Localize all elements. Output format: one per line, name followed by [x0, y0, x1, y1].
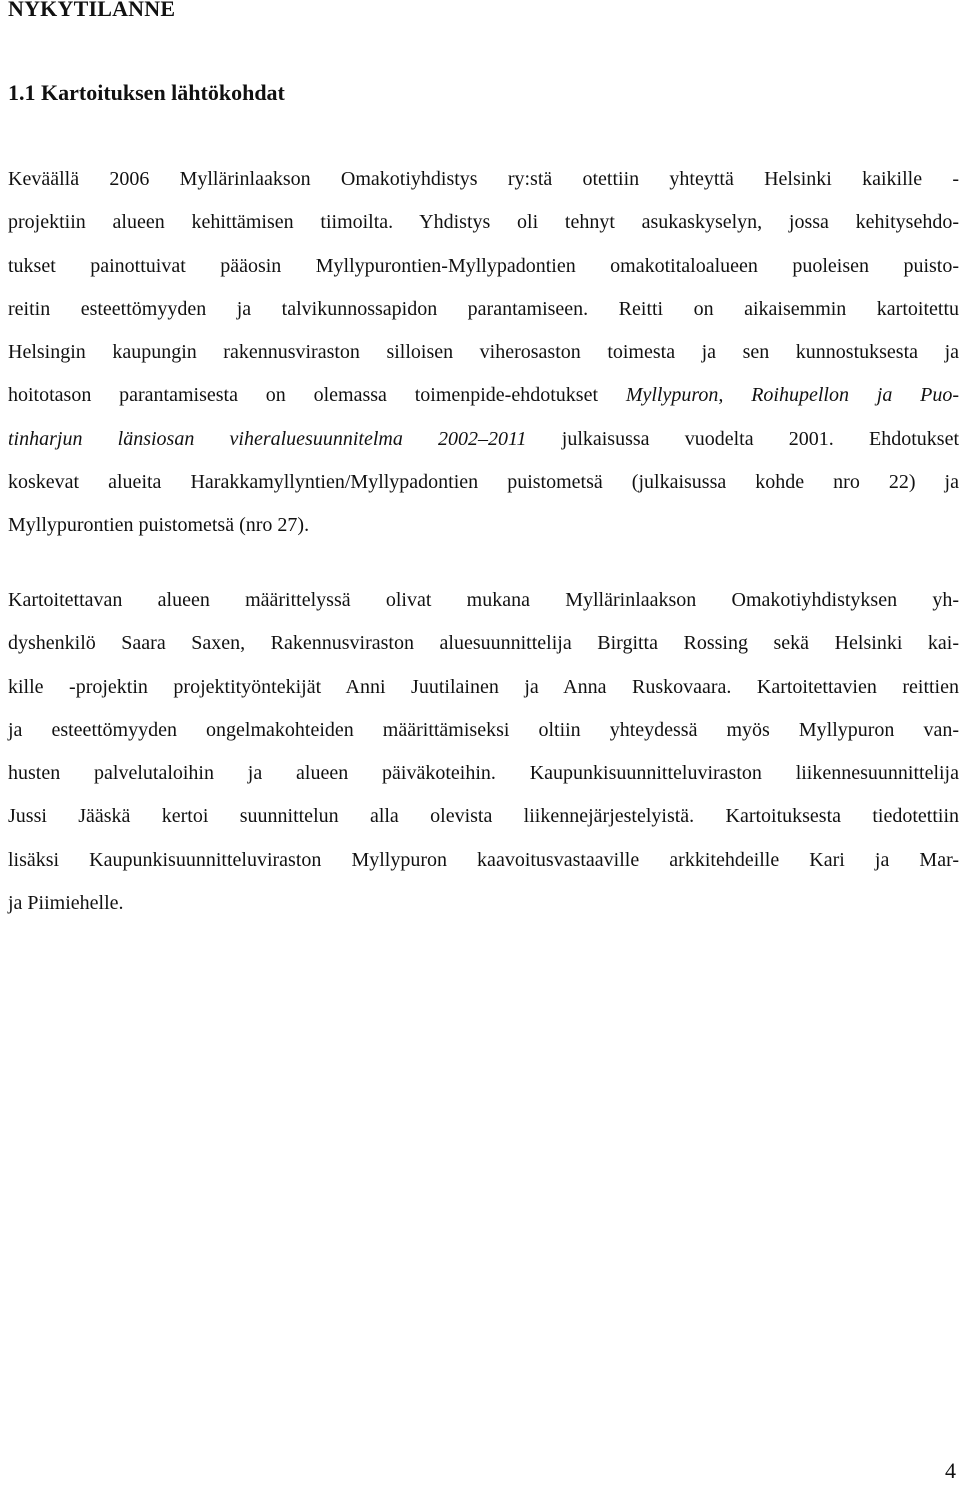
paragraph-1-line: Helsingin kaupungin rakennusviraston silloisen viherosaston toimesta ja sen kunnostuksesta ja: [8, 341, 959, 364]
paragraph-1-line: koskevat alueita Harakkamyllyntien/Myllypadontien puistometsä (julkaisussa kohde nro 22) ja: [8, 471, 959, 494]
paragraph-1: [8, 158, 959, 548]
paragraph-1-line: Keväällä 2006 Myllärinlaakson Omakotiyhdistys ry:stä otettiin yhteyttä Helsinki kaikille -: [8, 168, 959, 190]
paragraph-1-line: reitin esteettömyyden ja talvikunnossapidon parantamiseen. Reitti on aikaisemmin kartoitettu: [8, 297, 959, 320]
paragraph-2-line: Jussi Jääskä kertoi suunnittelun alla olevista liikennejärjestelyistä. Kartoituksesta tiedotettiin: [8, 805, 959, 828]
paragraph-1-line: projektiin alueen kehittämisen tiimoilta. Yhdistys oli tehnyt asukaskyselyn, jossa kehitysehdo-: [8, 211, 959, 234]
paragraph-1-text: hoitotason parantamisesta on olemassa toimenpide-ehdotukset: [8, 384, 626, 407]
publication-title-part-2: tinharjun länsiosan viheraluesuunnitelma 2002–2011: [8, 427, 527, 450]
publication-title-part-1: Myllypuron, Roihupellon ja Puo-: [625, 384, 959, 407]
paragraph-1-line: [8, 418, 959, 461]
paragraph-2-line: ja esteettömyyden ongelmakohteiden määrittämiseksi oltiin yhteydessä myös Myllypuron van-: [8, 718, 959, 741]
paragraph-1-line: tukset painottuivat pääosin Myllypurontien-Myllypadontien omakotitaloalueen puoleisen puisto-: [8, 254, 959, 277]
paragraph-2: [8, 579, 959, 925]
paragraph-1-line: [8, 374, 959, 417]
paragraph-2-last-line: ja Piimiehelle.: [8, 892, 124, 915]
paragraph-2-line: lisäksi Kaupunkisuunnitteluviraston Myllypuron kaavoitusvastaaville arkkitehdeille Kari ja Mar-: [8, 848, 959, 871]
section-heading: 1.1 Kartoituksen lähtökohdat: [8, 80, 285, 105]
paragraph-2-line: kille -projektin projektityöntekijät Anni Juutilainen ja Anna Ruskovaara. Kartoitettavien reittien: [8, 675, 959, 698]
page-number: 4: [945, 1458, 956, 1483]
paragraph-1-last-line: Myllypurontien puistometsä (nro 27).: [8, 514, 310, 537]
paragraph-2-line: husten palvelutaloihin ja alueen päiväkoteihin. Kaupunkisuunnitteluviraston liikennesuunnittelija: [8, 762, 959, 785]
paragraph-2-line: Kartoitettavan alueen määrittelyssä olivat mukana Myllärinlaakson Omakotiyhdistyksen yh-: [8, 589, 959, 611]
chapter-title: NYKYTILANNE: [8, 0, 176, 21]
paragraph-2-line: dyshenkilö Saara Saxen, Rakennusviraston aluesuunnittelija Birgitta Rossing sekä Helsinki kai-: [8, 632, 959, 655]
paragraph-1-text: julkaisussa vuodelta 2001. Ehdotukset: [526, 427, 959, 450]
